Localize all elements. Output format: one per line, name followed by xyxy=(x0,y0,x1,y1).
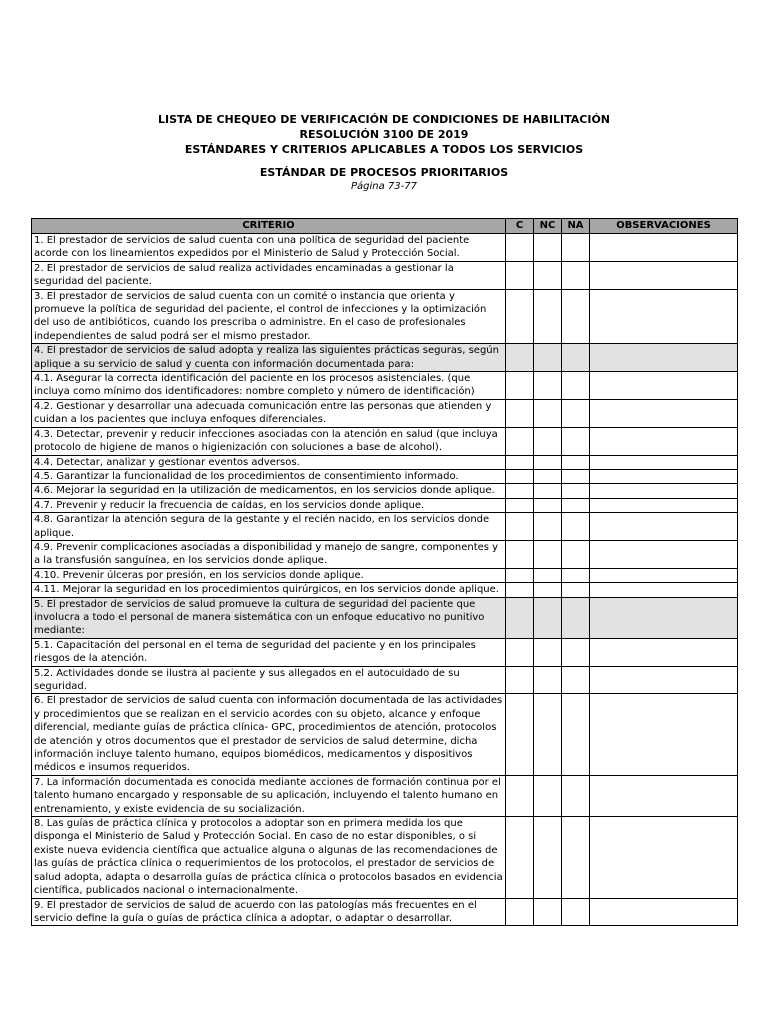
criterion-text: 4.1. Asegurar la correcta identificación del paciente en los procesos asistenciales. (que incluya como mínimo dos identificadores: nombre completo y número de identificación) xyxy=(32,372,506,400)
cell-nc[interactable] xyxy=(534,666,562,694)
cell-nc[interactable] xyxy=(534,344,562,372)
cell-c[interactable] xyxy=(506,775,534,816)
cell-c[interactable] xyxy=(506,344,534,372)
cell-nc[interactable] xyxy=(534,455,562,469)
cell-observaciones[interactable] xyxy=(590,513,738,541)
criterion-text: 4.7. Prevenir y reducir la frecuencia de caídas, en los servicios donde aplique. xyxy=(32,498,506,512)
cell-nc[interactable] xyxy=(534,469,562,483)
cell-c[interactable] xyxy=(506,597,534,638)
cell-nc[interactable] xyxy=(534,898,562,926)
document-header xyxy=(0,112,768,193)
table-row xyxy=(32,898,738,926)
cell-c[interactable] xyxy=(506,427,534,455)
cell-na[interactable] xyxy=(562,484,590,498)
cell-na[interactable] xyxy=(562,898,590,926)
table-row xyxy=(32,583,738,597)
cell-nc[interactable] xyxy=(534,583,562,597)
cell-nc[interactable] xyxy=(534,775,562,816)
cell-observaciones[interactable] xyxy=(590,694,738,775)
cell-observaciones[interactable] xyxy=(590,498,738,512)
criterion-text: 4.2. Gestionar y desarrollar una adecuada comunicación entre las personas que atienden y cuidan a los pacientes que incluya enfoques diferenciales. xyxy=(32,399,506,427)
cell-na[interactable] xyxy=(562,513,590,541)
cell-nc[interactable] xyxy=(534,597,562,638)
cell-observaciones[interactable] xyxy=(590,261,738,289)
table-row xyxy=(32,399,738,427)
cell-na[interactable] xyxy=(562,638,590,666)
resolution-title: RESOLUCIÓN 3100 DE 2019 xyxy=(299,128,469,141)
cell-observaciones[interactable] xyxy=(590,583,738,597)
table-row xyxy=(32,666,738,694)
cell-nc[interactable] xyxy=(534,513,562,541)
cell-observaciones[interactable] xyxy=(590,540,738,568)
criterion-text: 5.2. Actividades donde se ilustra al paciente y sus allegados en el autocuidado de su seguridad. xyxy=(32,666,506,694)
cell-nc[interactable] xyxy=(534,399,562,427)
criterion-text: 4.5. Garantizar la funcionalidad de los procedimientos de consentimiento informado. xyxy=(32,469,506,483)
cell-c[interactable] xyxy=(506,484,534,498)
cell-na[interactable] xyxy=(562,344,590,372)
table-row xyxy=(32,469,738,483)
cell-na[interactable] xyxy=(562,289,590,344)
table-row xyxy=(32,775,738,816)
column-header-observaciones: OBSERVACIONES xyxy=(590,219,738,234)
standards-title: ESTÁNDARES Y CRITERIOS APLICABLES A TODOS LOS SERVICIOS xyxy=(184,143,584,156)
cell-nc[interactable] xyxy=(534,498,562,512)
cell-observaciones[interactable] xyxy=(590,666,738,694)
checklist-table xyxy=(31,218,738,926)
table-row xyxy=(32,234,738,262)
cell-na[interactable] xyxy=(562,427,590,455)
table-header-row xyxy=(32,219,738,234)
cell-nc[interactable] xyxy=(534,540,562,568)
table-row xyxy=(32,344,738,372)
table-row xyxy=(32,568,738,582)
criterion-text: 3. El prestador de servicios de salud cuenta con un comité o instancia que orienta y promueve la política de seguridad del paciente, el control de infecciones y la optimización del uso de antibióticos, cuando los prescriba o administre. En el caso de profesionales independientes de salud podrá ser el mismo prestador. xyxy=(32,289,506,344)
cell-na[interactable] xyxy=(562,775,590,816)
cell-na[interactable] xyxy=(562,666,590,694)
table-row xyxy=(32,638,738,666)
criterion-text: 7. La información documentada es conocida mediante acciones de formación continua por el talento humano encargado y responsable de su aplicación, incluyendo el talento humano en entrenamiento, y existe evidencia de su socialización. xyxy=(32,775,506,816)
cell-na[interactable] xyxy=(562,261,590,289)
cell-c[interactable] xyxy=(506,638,534,666)
cell-observaciones[interactable] xyxy=(590,597,738,638)
criterion-text: 8. Las guías de práctica clínica y protocolos a adoptar son en primera medida los que disponga el Ministerio de Salud y Protección Social. En caso de no estar disponibles, o si existe nueva evidencia científica que actualice alguna o algunas de las recomendaciones de las guías de práctica clínica o requerimientos de los protocolos, el prestador de servicios de salud adopta, adapta o desarrolla guías de práctica clínica o protocolos basados en evidencia científica, publicados nacional o internacionalmente. xyxy=(32,817,506,898)
cell-nc[interactable] xyxy=(534,372,562,400)
table-row xyxy=(32,455,738,469)
criterion-text: 4.6. Mejorar la seguridad en la utilización de medicamentos, en los servicios donde aplique. xyxy=(32,484,506,498)
column-header-criterio: CRITERIO xyxy=(32,219,506,234)
cell-c[interactable] xyxy=(506,498,534,512)
cell-nc[interactable] xyxy=(534,638,562,666)
cell-observaciones[interactable] xyxy=(590,469,738,483)
cell-observaciones[interactable] xyxy=(590,568,738,582)
cell-observaciones[interactable] xyxy=(590,399,738,427)
cell-c[interactable] xyxy=(506,234,534,262)
cell-c[interactable] xyxy=(506,513,534,541)
cell-observaciones[interactable] xyxy=(590,638,738,666)
page-reference: Página 73-77 xyxy=(351,181,417,192)
section-title: ESTÁNDAR DE PROCESOS PRIORITARIOS xyxy=(259,166,509,179)
cell-c[interactable] xyxy=(506,568,534,582)
cell-observaciones[interactable] xyxy=(590,234,738,262)
cell-na[interactable] xyxy=(562,469,590,483)
criterion-text: 5.1. Capacitación del personal en el tema de seguridad del paciente y en los principales riesgos de la atención. xyxy=(32,638,506,666)
column-header-na: NA xyxy=(562,219,590,234)
cell-c[interactable] xyxy=(506,540,534,568)
column-header-nc: NC xyxy=(534,219,562,234)
criterion-text: 6. El prestador de servicios de salud cuenta con información documentada de las actividades y procedimientos que se realizan en el servicio acordes con su objeto, alcance y enfoque diferencial, mediante guías de práctica clínica- GPC, procedimientos de atención, protocolos de atención y otros documentos que el prestador de servicios de salud determine, dicha información incluye talento humano, equipos biomédicos, medicamentos y dispositivos médicos e insumos requeridos. xyxy=(32,694,506,775)
table-row xyxy=(32,372,738,400)
cell-na[interactable] xyxy=(562,540,590,568)
cell-nc[interactable] xyxy=(534,261,562,289)
criterion-text: 4.9. Prevenir complicaciones asociadas a disponibilidad y manejo de sangre, componentes y a la transfusión sanguínea, en los servicios donde aplique. xyxy=(32,540,506,568)
cell-nc[interactable] xyxy=(534,568,562,582)
cell-nc[interactable] xyxy=(534,234,562,262)
cell-na[interactable] xyxy=(562,694,590,775)
table-row xyxy=(32,427,738,455)
cell-na[interactable] xyxy=(562,597,590,638)
cell-observaciones[interactable] xyxy=(590,775,738,816)
criterion-text: 9. El prestador de servicios de salud de acuerdo con las patologías más frecuentes en el servicio define la guía o guías de práctica clínica a adoptar, o adaptar o desarrollar. xyxy=(32,898,506,926)
document-title: LISTA DE CHEQUEO DE VERIFICACIÓN DE CONDICIONES DE HABILITACIÓN xyxy=(157,113,611,126)
cell-na[interactable] xyxy=(562,583,590,597)
cell-observaciones[interactable] xyxy=(590,898,738,926)
criterion-text: 4. El prestador de servicios de salud adopta y realiza las siguientes prácticas seguras, según aplique a su servicio de salud y cuenta con información documentada para: xyxy=(32,344,506,372)
criterion-text: 2. El prestador de servicios de salud realiza actividades encaminadas a gestionar la seguridad del paciente. xyxy=(32,261,506,289)
table-row xyxy=(32,694,738,775)
cell-c[interactable] xyxy=(506,583,534,597)
cell-c[interactable] xyxy=(506,455,534,469)
cell-na[interactable] xyxy=(562,568,590,582)
cell-nc[interactable] xyxy=(534,289,562,344)
cell-observaciones[interactable] xyxy=(590,289,738,344)
cell-c[interactable] xyxy=(506,372,534,400)
table-row xyxy=(32,597,738,638)
cell-c[interactable] xyxy=(506,666,534,694)
cell-na[interactable] xyxy=(562,455,590,469)
table-row xyxy=(32,513,738,541)
criterion-text: 4.3. Detectar, prevenir y reducir infecciones asociadas con la atención en salud (que incluya protocolo de higiene de manos o higienización con soluciones a base de alcohol). xyxy=(32,427,506,455)
cell-na[interactable] xyxy=(562,817,590,898)
criterion-text: 1. El prestador de servicios de salud cuenta con una política de seguridad del paciente acorde con los lineamientos expedidos por el Ministerio de Salud y Protección Social. xyxy=(32,234,506,262)
cell-observaciones[interactable] xyxy=(590,372,738,400)
table-row xyxy=(32,817,738,898)
cell-c[interactable] xyxy=(506,399,534,427)
table-row xyxy=(32,498,738,512)
cell-nc[interactable] xyxy=(534,427,562,455)
table-row xyxy=(32,540,738,568)
criterion-text: 5. El prestador de servicios de salud promueve la cultura de seguridad del paciente que involucra a todo el personal de manera sistemática con un enfoque educativo no punitivo mediante: xyxy=(32,597,506,638)
cell-observaciones[interactable] xyxy=(590,427,738,455)
cell-na[interactable] xyxy=(562,399,590,427)
criterion-text: 4.11. Mejorar la seguridad en los procedimientos quirúrgicos, en los servicios donde aplique. xyxy=(32,583,506,597)
criterion-text: 4.4. Detectar, analizar y gestionar eventos adversos. xyxy=(32,455,506,469)
criterion-text: 4.10. Prevenir úlceras por presión, en los servicios donde aplique. xyxy=(32,568,506,582)
cell-c[interactable] xyxy=(506,898,534,926)
cell-observaciones[interactable] xyxy=(590,817,738,898)
criterion-text: 4.8. Garantizar la atención segura de la gestante y el recién nacido, en los servicios donde aplique. xyxy=(32,513,506,541)
column-header-c: C xyxy=(506,219,534,234)
cell-nc[interactable] xyxy=(534,484,562,498)
cell-c[interactable] xyxy=(506,817,534,898)
cell-na[interactable] xyxy=(562,234,590,262)
cell-na[interactable] xyxy=(562,498,590,512)
cell-c[interactable] xyxy=(506,261,534,289)
cell-observaciones[interactable] xyxy=(590,344,738,372)
table-row xyxy=(32,261,738,289)
cell-nc[interactable] xyxy=(534,817,562,898)
table-row xyxy=(32,289,738,344)
cell-c[interactable] xyxy=(506,694,534,775)
cell-c[interactable] xyxy=(506,469,534,483)
cell-na[interactable] xyxy=(562,372,590,400)
checklist-body xyxy=(32,234,738,926)
table-row xyxy=(32,484,738,498)
cell-observaciones[interactable] xyxy=(590,484,738,498)
cell-c[interactable] xyxy=(506,289,534,344)
cell-nc[interactable] xyxy=(534,694,562,775)
cell-observaciones[interactable] xyxy=(590,455,738,469)
